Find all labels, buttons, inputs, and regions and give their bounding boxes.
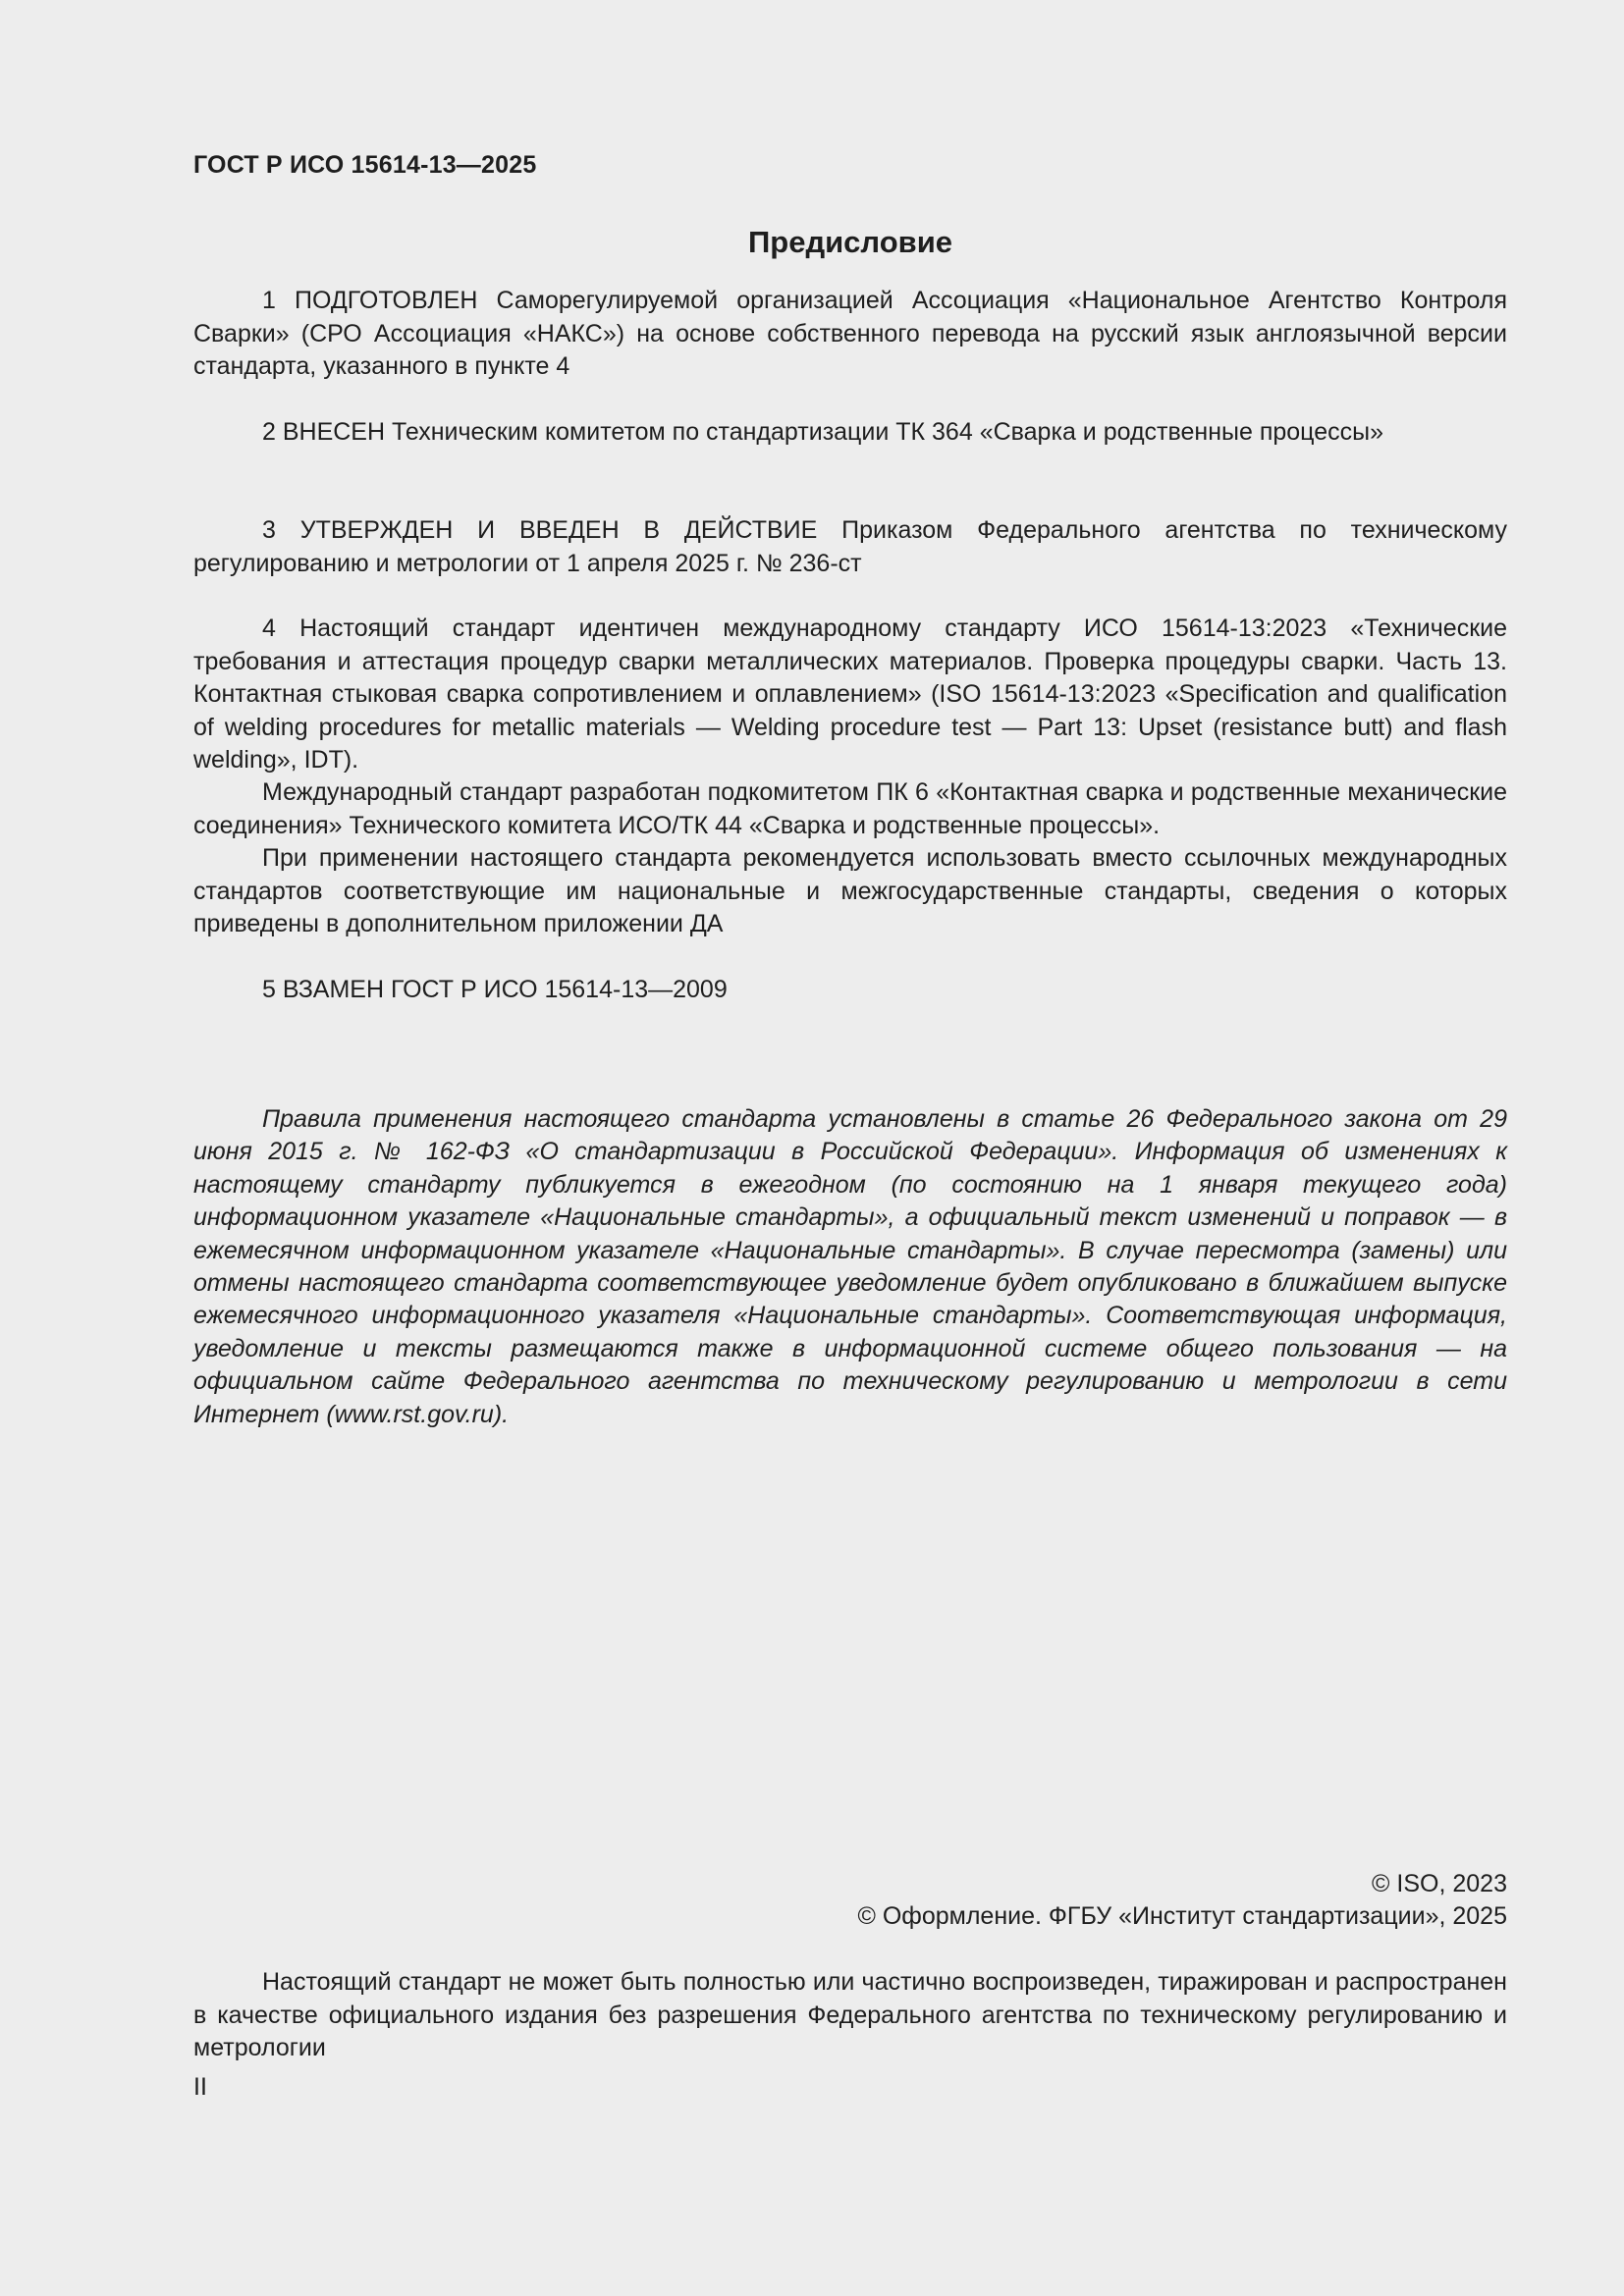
preface-item-4-paragraph-3: При применении настоящего стандарта рекомендуется использовать вместо ссылочных международных стандартов соответствующие им национальные и межгосударственные стандарты, сведения о которых приведены в дополнительном приложении ДА: [193, 844, 1507, 937]
rules-of-application-notice: Правила применения настоящего стандарта установлены в статье 26 Федерального закона от 29 июня 2015 г. № 162-ФЗ «О стандартизации в Российской Федерации». Информация об изменениях к настоящему стандарту публикуется в ежегодном (по состоянию на 1 января текущего года) информационном указателе «Национальные стандарты», а официальный текст изменений и поправок — в ежемесячном информационном указателе «Национальные стандарты». В случае пересмотра (замены) или отмены настоящего стандарта соответствующее уведомление будет опубликовано в ближайшем выпуске ежемесячного информационного указателя «Национальные стандарты». Соответствующая информация, уведомление и тексты размещаются также в информационной системе общего пользования — на официальном сайте Федерального агентства по техническому регулированию и метрологии в сети Интернет (www.rst.gov.ru).: [193, 1105, 1507, 1428]
preface-item-4: 4 Настоящий стандарт идентичен международному стандарту ИСО 15614-13:2023 «Технические требования и аттестация процедур сварки металлических материалов. Проверка процедуры сварки. Часть 13. Контактная стыковая сварка сопротивлением и оплавлением» (ISO 15614-13:2023 «Specification and qualification of welding procedures for metallic materials — Welding procedure test — Part 13: Upset (resistance butt) and flash welding», IDT).: [193, 614, 1507, 774]
preface-item-3: 3 УТВЕРЖДЕН И ВВЕДЕН В ДЕЙСТВИЕ Приказом Федерального агентства по техническому регулированию и метрологии от 1 апреля 2025 г. № 236-ст: [193, 516, 1507, 577]
preface-item-4-paragraph-2: Международный стандарт разработан подкомитетом ПК 6 «Контактная сварка и родственные механические соединения» Технического комитета ИСО/ТК 44 «Сварка и родственные процессы».: [193, 778, 1507, 839]
page-number: II: [193, 2073, 207, 2101]
copyright-design: © Оформление. ФГБУ «Институт стандартизации», 2025: [857, 1902, 1507, 1930]
preface-item-1: 1 ПОДГОТОВЛЕН Саморегулируемой организацией Ассоциация «Национальное Агентство Контроля Сварки» (СРО Ассоциация «НАКС») на основе собственного перевода на русский язык англоязычной версии стандарта, указанного в пункте 4: [193, 287, 1507, 380]
document-page: [193, 0, 1507, 2296]
preface-item-2: 2 ВНЕСЕН Техническим комитетом по стандартизации ТК 364 «Сварка и родственные процессы»: [262, 418, 1383, 446]
copyright-iso: © ISO, 2023: [1372, 1870, 1507, 1897]
standard-code-header: ГОСТ Р ИСО 15614-13—2025: [193, 151, 537, 179]
preface-item-5: 5 ВЗАМЕН ГОСТ Р ИСО 15614-13—2009: [262, 976, 728, 1003]
preface-title: Предисловие: [747, 225, 952, 259]
reproduction-notice: Настоящий стандарт не может быть полностью или частично воспроизведен, тиражирован и распространен в качестве официального издания без разрешения Федерального агентства по техническому регулированию и метрологии: [193, 1968, 1507, 2061]
